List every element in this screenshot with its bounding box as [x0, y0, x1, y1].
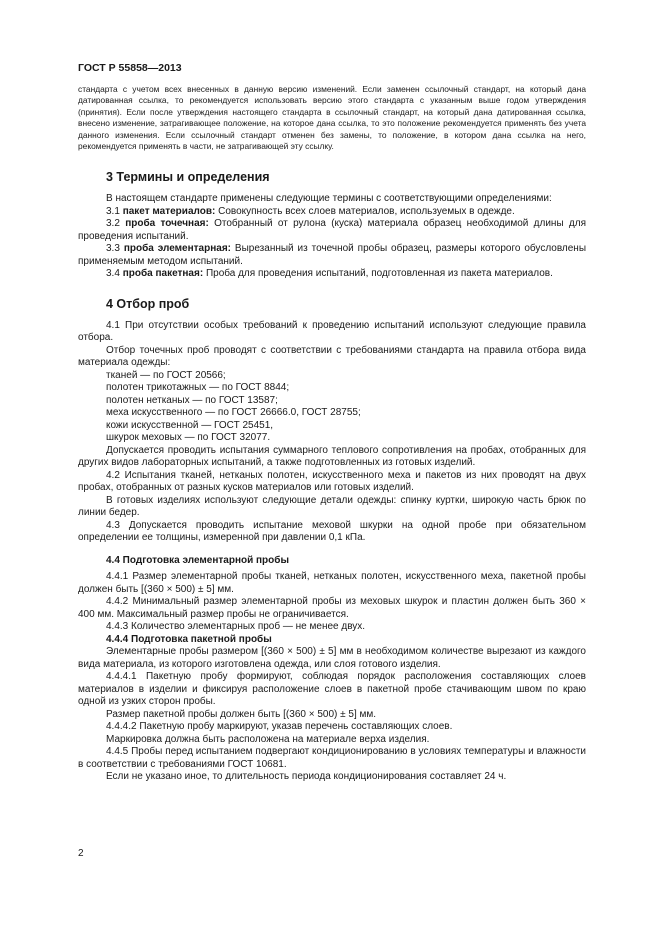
paragraph-4-4-5: 4.4.5 Пробы перед испытанием подвергают кондиционированию в условиях температуры и влажности в соответствии с требованиями ГОСТ 10681. — [78, 746, 586, 770]
list-item: полотен нетканых — по ГОСТ 13587; — [106, 394, 278, 406]
section-3-intro: В настоящем стандарте применены следующие термины с соответствующими определениями: — [106, 193, 552, 205]
list-item: полотен трикотажных — по ГОСТ 8844; — [106, 382, 290, 394]
paragraph-4-4-1: 4.4.1 Размер элементарной пробы тканей, нетканых полотен, искусственного меха, пакетной пробы должен быть [(360 × 500) ± 5] мм. — [78, 571, 586, 595]
list-item: тканей — по ГОСТ 20566; — [106, 369, 226, 381]
list-item: шкурок меховых — по ГОСТ 32077. — [106, 432, 271, 444]
term-definition: Отобранный от рулона (куска) материала образец необходимой длины для проведения испытаний. — [78, 218, 587, 242]
term-number: 3.2 — [106, 218, 120, 230]
document-body — [78, 84, 586, 784]
term-3-3 — [78, 243, 586, 268]
section-4-heading: 4 Отбор проб — [106, 296, 190, 311]
paragraph-conditioning: Если не указано иное, то длительность периода кондиционирования составляет 24 ч. — [106, 771, 507, 783]
list-item: кожи искусственной — ГОСТ 25451, — [106, 419, 274, 431]
paragraph-4-1: 4.1 При отсутствии особых требований к проведению испытаний используют следующие правила отбора. — [78, 319, 586, 344]
paragraph-elementary-samples: Элементарные пробы размером [(360 × 500) ± 5] мм в необходимом количестве вырезают из каждого вида материала, из которого изготовлена одежда, или слоя готового изделия. — [78, 646, 586, 670]
document-header: ГОСТ Р 55858—2013 — [78, 62, 182, 74]
paragraph-4-3: 4.3 Допускается проводить испытание меховой шкурки на одной пробе при обязательном определении ее толщины, измеренной при давлении 0,1 кПа. — [78, 519, 586, 544]
paragraph-4-2: 4.2 Испытания тканей, нетканых полотен, искусственного меха и пакетов из них проводят на двух пробах, отобранных от разных кусков материалов или готовых изделий. — [78, 469, 586, 494]
page-number: 2 — [78, 848, 84, 859]
term-name: проба точечная: — [125, 218, 209, 230]
paragraph-permission: Допускается проводить испытания суммарного теплового сопротивления на пробах, отобранных для других видов лабораторных испытаний, а также подготовленных из готовых изделий. — [78, 444, 586, 469]
term-number: 3.3 — [106, 243, 120, 255]
paragraph-garments: В готовых изделиях используют следующие детали одежды: спинку куртки, широкую часть брюк по линии бедер. — [78, 494, 586, 519]
term-definition: Совокупность всех слоев материалов, используемых в одежде. — [218, 205, 515, 217]
paragraph-4-4-2: 4.4.2 Минимальный размер элементарной пробы из меховых шкурок и пластин должен быть 360 × 400 мм. Максимальный размер пробы не ограничивается. — [78, 596, 586, 620]
paragraph-4-4-3: 4.4.3 Количество элементарных проб — не менее двух. — [106, 621, 366, 633]
list-item: меха искусственного — по ГОСТ 26666.0, ГОСТ 28755; — [106, 407, 361, 419]
term-3-2 — [78, 218, 586, 243]
paragraph-marking: Маркировка должна быть расположена на материале верха изделия. — [106, 733, 430, 745]
term-definition: Вырезанный из точечной пробы образец, размеры которого обусловлены применяемым методом испытаний. — [78, 243, 587, 267]
term-3-1 — [78, 206, 586, 219]
paragraph-4-4-4-2: 4.4.4.2 Пакетную пробу маркируют, указав перечень составляющих слоев. — [106, 721, 453, 733]
term-number: 3.4 — [106, 268, 120, 280]
subsection-4-4-heading: 4.4 Подготовка элементарной пробы — [106, 554, 289, 566]
subsection-4-4-4-heading: 4.4.4 Подготовка пакетной пробы — [106, 633, 272, 645]
term-name: проба пакетная: — [122, 268, 204, 280]
section-3-heading: 3 Термины и определения — [106, 170, 270, 185]
intro-paragraph: стандарта с учетом всех внесенных в данную версию изменений. Если заменен ссылочный стандарт, на который дана датированная ссылка, то рекомендуется использовать версию этого стандарта с указанным выше годом утверждения (принятия). Если после утверждения настоящего стандарта в ссылочный стандарт, на который дана датированная ссылка, внесено изменение, затрагивающее положение, на которое дана ссылка, то это положение рекомендуется применять без учета данного изменения. Если ссылочный стандарт отменен без замены, то положение, в котором дана ссылка на него, рекомендуется применять в части, не затрагивающей эту ссылку. — [78, 84, 586, 152]
term-3-4 — [78, 268, 586, 281]
term-number: 3.1 — [106, 205, 120, 217]
term-name: проба элементарная: — [123, 243, 231, 255]
term-name: пакет материалов: — [122, 205, 216, 217]
paragraph-4-4-4-1: 4.4.4.1 Пакетную пробу формируют, соблюдая порядок расположения составляющих слоев материалов в изделии и фиксируя расположение слоев в пакетной пробе стачивающим швом по краю одной из узких сторон пробы. — [78, 671, 586, 708]
paragraph-package-size: Размер пакетной пробы должен быть [(360 × 500) ± 5] мм. — [106, 708, 377, 720]
term-definition: Проба для проведения испытаний, подготовленная из пакета материалов. — [205, 268, 553, 280]
paragraph-sampling: Отбор точечных проб проводят с соответствии с требованиями стандарта на правила отбора вида материала одежды: — [78, 344, 586, 369]
